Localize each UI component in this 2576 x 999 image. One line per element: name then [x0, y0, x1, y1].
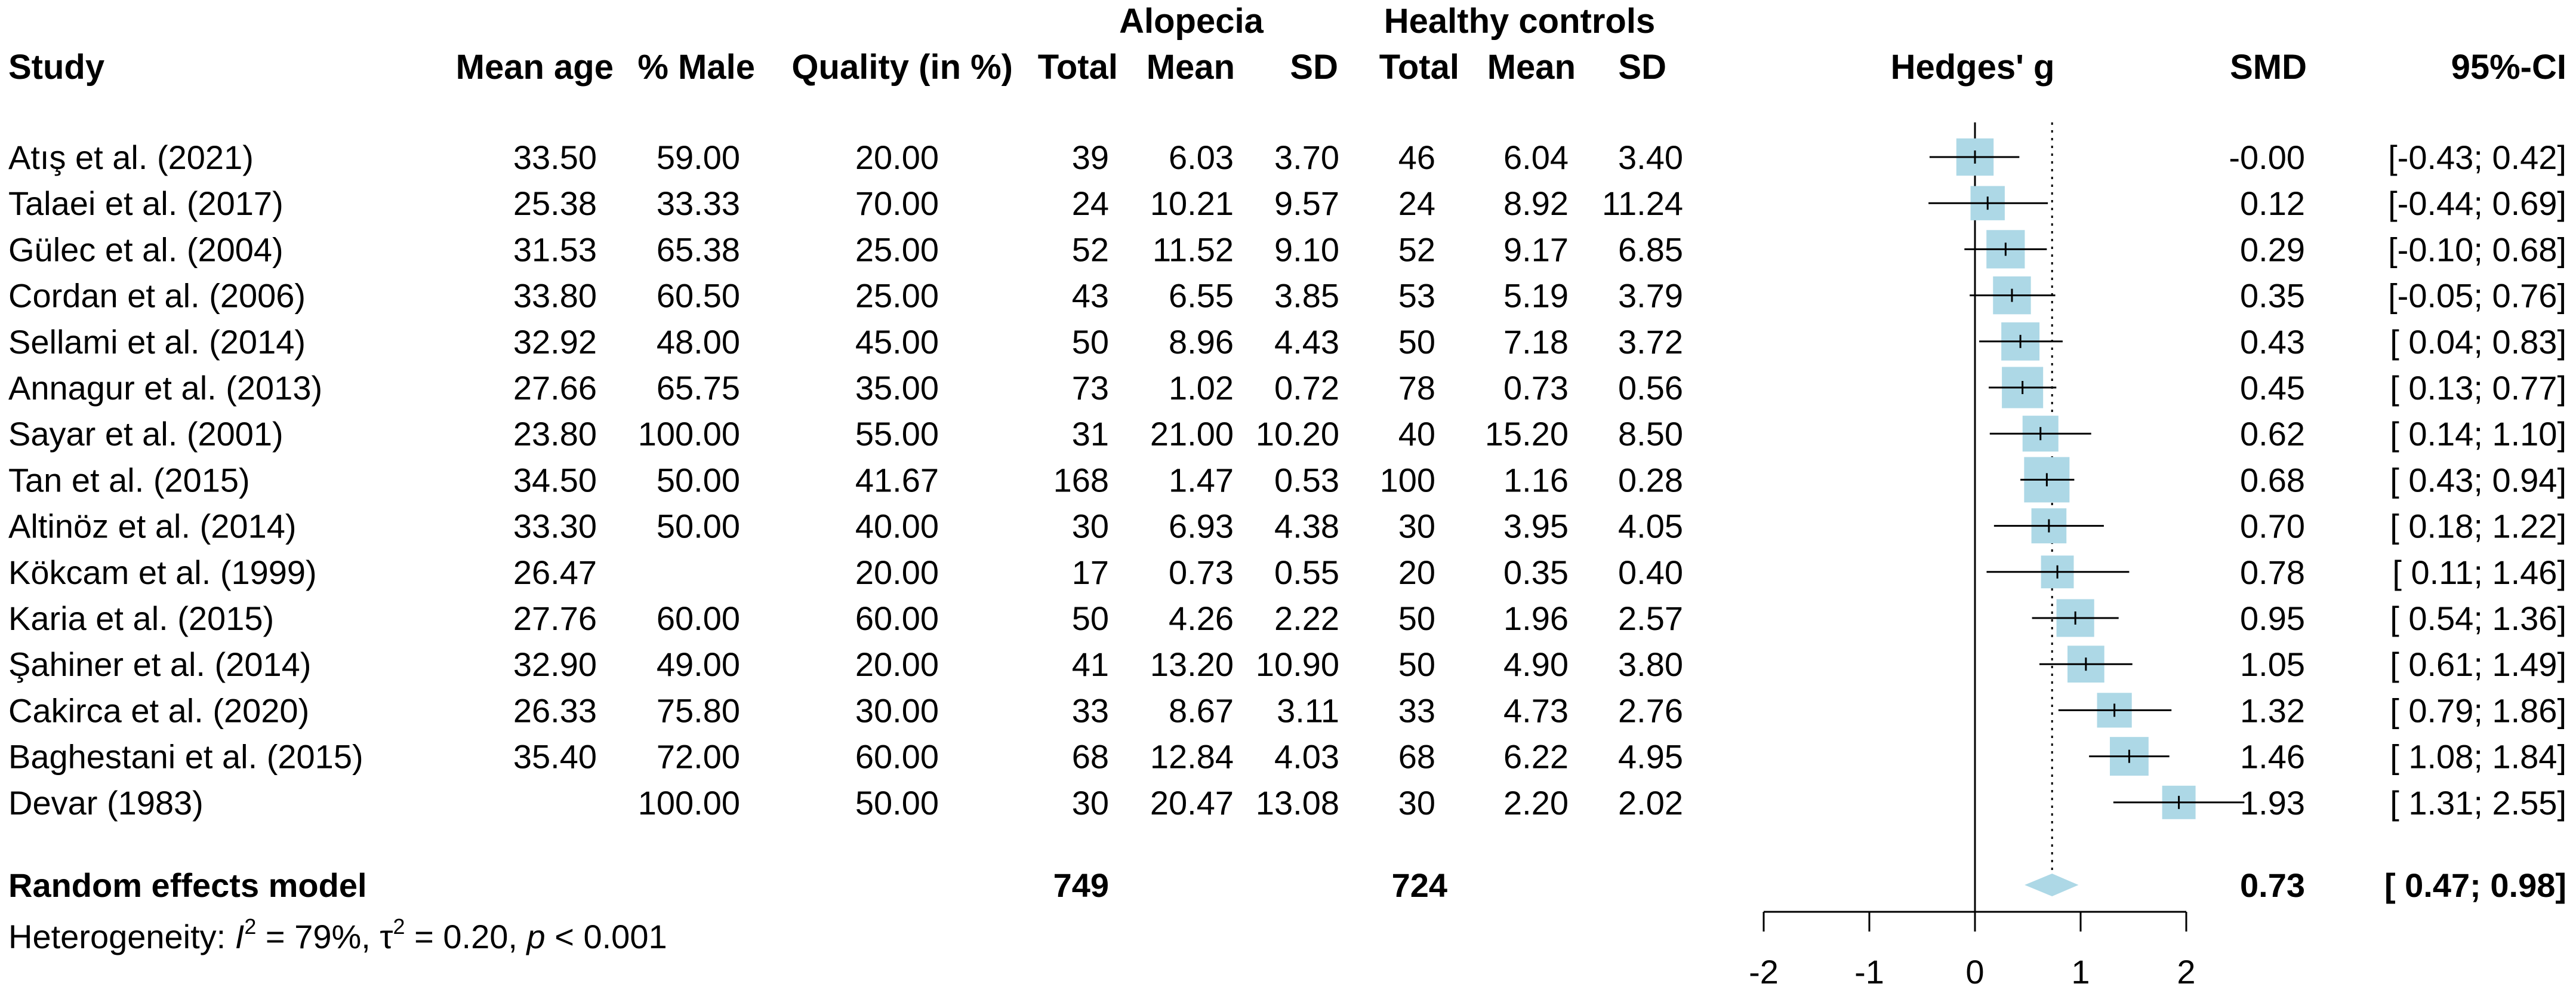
- cell-hc-sd: 3.79: [1618, 276, 1683, 315]
- cell-pct-male: 65.75: [656, 369, 740, 407]
- study-smd: -0.00: [2229, 139, 2305, 176]
- cell-alo-sd: 0.55: [1274, 553, 1339, 591]
- cell-hc-sd: 3.80: [1618, 645, 1683, 684]
- study-name: Devar (1983): [8, 783, 204, 822]
- study-smd: 0.12: [2240, 185, 2305, 223]
- cell-pct-male: 33.33: [656, 185, 740, 223]
- study-row: [8, 645, 2566, 683]
- study-name: Karia et al. (2015): [8, 600, 275, 637]
- cell-mean-age: 25.38: [513, 185, 597, 223]
- cell-pct-male: 72.00: [656, 737, 740, 776]
- study-row: [8, 599, 2566, 637]
- alopecia-header: Alopecia: [1119, 2, 1264, 41]
- study-smd: 0.43: [2240, 322, 2305, 361]
- cell-hc-total: 40: [1398, 415, 1435, 453]
- cell-hc-mean: 0.73: [1503, 369, 1569, 407]
- study-smd: 0.70: [2240, 507, 2305, 545]
- cell-mean-age: 33.50: [513, 139, 597, 176]
- cell-mean-age: 32.92: [513, 322, 597, 361]
- cell-alo-mean: 8.96: [1169, 322, 1234, 361]
- cell-alo-total: 73: [1071, 369, 1109, 407]
- cell-alo-mean: 6.93: [1169, 507, 1234, 545]
- het-i2-superscript: 2: [244, 914, 257, 939]
- study-row: [8, 139, 2566, 176]
- cell-mean-age: 23.80: [513, 415, 597, 453]
- study-row: [8, 185, 2566, 222]
- cell-hc-sd: 11.24: [1602, 185, 1683, 223]
- heterogeneity-text: [8, 914, 667, 955]
- x-axis-tick-label: 0: [1965, 953, 1985, 991]
- cell-hc-mean: 5.19: [1503, 276, 1569, 315]
- cell-hc-total: 78: [1398, 369, 1435, 407]
- cell-hc-sd: 2.57: [1618, 600, 1683, 637]
- study-name: Cordan et al. (2006): [8, 276, 306, 315]
- cell-alo-mean: 20.47: [1150, 783, 1234, 822]
- cell-alo-sd: 10.20: [1255, 415, 1339, 453]
- cell-alo-total: 68: [1071, 737, 1109, 776]
- col-header-smd: SMD: [2230, 48, 2307, 87]
- study-ci: [ 1.31; 2.55]: [2390, 783, 2566, 822]
- col-header-study: Study: [8, 48, 105, 87]
- study-row: [8, 367, 2566, 408]
- cell-quality: 60.00: [855, 600, 939, 637]
- cell-hc-total: 100: [1379, 461, 1435, 499]
- cell-hc-sd: 2.76: [1618, 691, 1683, 730]
- cell-quality: 25.00: [855, 276, 939, 315]
- cell-alo-mean: 11.52: [1153, 230, 1234, 269]
- col-header-pct-male: % Male: [637, 48, 755, 87]
- cell-pct-male: 60.00: [656, 600, 740, 637]
- study-row: [8, 322, 2566, 361]
- cell-hc-mean: 3.95: [1503, 507, 1569, 545]
- cell-hc-sd: 3.72: [1618, 322, 1683, 361]
- study-row: [8, 784, 2566, 822]
- cell-hc-sd: 8.50: [1618, 415, 1683, 453]
- study-ci: [ 0.79; 1.86]: [2390, 691, 2566, 730]
- cell-pct-male: 75.80: [656, 691, 740, 730]
- study-name: Altinöz et al. (2014): [8, 507, 297, 545]
- cell-alo-total: 52: [1071, 230, 1109, 269]
- cell-pct-male: 49.00: [656, 645, 740, 684]
- study-name: Talaei et al. (2017): [8, 185, 284, 223]
- cell-alo-mean: 1.47: [1169, 461, 1234, 499]
- cell-hc-mean: 7.18: [1503, 322, 1569, 361]
- study-row: [8, 737, 2566, 776]
- cell-mean-age: 33.30: [513, 507, 597, 545]
- col-header-mean-age: Mean age: [455, 48, 614, 87]
- cell-quality: 45.00: [855, 322, 939, 361]
- cell-alo-mean: 13.20: [1150, 645, 1234, 684]
- cell-hc-mean: 1.96: [1503, 600, 1569, 637]
- cell-alo-mean: 4.26: [1169, 600, 1234, 637]
- cell-alo-mean: 12.84: [1150, 737, 1234, 776]
- study-row: [8, 415, 2566, 453]
- summary-ci: [ 0.47; 0.98]: [2384, 866, 2566, 904]
- het-tau-value: = 0.20,: [405, 918, 527, 955]
- cell-mean-age: 27.66: [513, 369, 597, 407]
- cell-alo-mean: 21.00: [1150, 415, 1234, 453]
- cell-alo-total: 17: [1071, 553, 1109, 591]
- x-axis-tick-label: -2: [1749, 953, 1779, 991]
- study-smd: 1.05: [2240, 645, 2305, 684]
- cell-alo-total: 39: [1071, 139, 1109, 176]
- cell-alo-sd: 2.22: [1274, 600, 1339, 637]
- cell-quality: 30.00: [855, 691, 939, 730]
- cell-hc-total: 20: [1398, 553, 1435, 591]
- cell-hc-mean: 4.73: [1503, 691, 1569, 730]
- cell-hc-total: 30: [1398, 783, 1435, 822]
- cell-quality: 41.67: [855, 461, 939, 499]
- healthy-controls-header: Healthy controls: [1383, 2, 1656, 41]
- study-ci: [ 0.54; 1.36]: [2390, 600, 2566, 637]
- cell-alo-mean: 1.02: [1169, 369, 1234, 407]
- summary-diamond: [2025, 874, 2078, 896]
- col-header-hedges-g: Hedges' g: [1890, 48, 2055, 87]
- cell-hc-sd: 2.02: [1618, 783, 1683, 822]
- cell-mean-age: 27.76: [513, 600, 597, 637]
- study-smd: 0.35: [2240, 276, 2305, 315]
- cell-hc-sd: 4.05: [1618, 507, 1683, 545]
- col-header-alopecia-mean: Mean: [1146, 48, 1235, 87]
- cell-alo-sd: 3.11: [1277, 691, 1339, 730]
- cell-hc-sd: 0.28: [1618, 461, 1683, 499]
- cell-hc-total: 30: [1398, 507, 1435, 545]
- study-smd: 0.29: [2240, 230, 2305, 269]
- cell-alo-sd: 10.90: [1255, 645, 1339, 684]
- cell-hc-total: 53: [1398, 276, 1435, 315]
- cell-mean-age: 26.47: [513, 553, 597, 591]
- cell-hc-total: 24: [1398, 185, 1435, 223]
- cell-pct-male: 65.38: [656, 230, 740, 269]
- col-header-ci: 95%-CI: [2451, 48, 2566, 87]
- cell-alo-sd: 0.53: [1274, 461, 1339, 499]
- study-ci: [-0.43; 0.42]: [2388, 139, 2566, 176]
- cell-quality: 35.00: [855, 369, 939, 407]
- cell-hc-mean: 15.20: [1484, 415, 1569, 453]
- study-name: Sellami et al. (2014): [8, 322, 306, 361]
- cell-alo-mean: 6.03: [1169, 139, 1234, 176]
- cell-hc-mean: 0.35: [1503, 553, 1569, 591]
- cell-pct-male: 50.00: [656, 461, 740, 499]
- cell-mean-age: 35.40: [513, 737, 597, 776]
- cell-alo-sd: 13.08: [1255, 783, 1339, 822]
- het-p-value: < 0.001: [545, 918, 667, 955]
- study-row: [8, 457, 2566, 502]
- het-tau-superscript: 2: [393, 914, 405, 939]
- col-header-healthy-total: Total: [1379, 48, 1459, 87]
- cell-pct-male: 59.00: [656, 139, 740, 176]
- study-name: Kökcam et al. (1999): [8, 553, 317, 591]
- cell-mean-age: 32.90: [513, 645, 597, 684]
- cell-mean-age: 31.53: [513, 230, 597, 269]
- cell-alo-total: 30: [1071, 783, 1109, 822]
- study-ci: [-0.05; 0.76]: [2388, 276, 2566, 315]
- cell-quality: 20.00: [855, 645, 939, 684]
- col-header-healthy-sd: SD: [1618, 48, 1666, 87]
- study-row: [8, 691, 2566, 729]
- study-ci: [ 0.13; 0.77]: [2390, 369, 2566, 407]
- cell-hc-sd: 4.95: [1618, 737, 1683, 776]
- study-smd: 0.45: [2240, 369, 2305, 407]
- cell-hc-sd: 0.56: [1618, 369, 1683, 407]
- cell-hc-total: 46: [1398, 139, 1435, 176]
- cell-quality: 20.00: [855, 553, 939, 591]
- cell-alo-total: 50: [1071, 600, 1109, 637]
- cell-hc-sd: 3.40: [1618, 139, 1683, 176]
- cell-hc-total: 50: [1398, 322, 1435, 361]
- study-smd: 0.78: [2240, 553, 2305, 591]
- study-smd: 0.95: [2240, 600, 2305, 637]
- cell-alo-sd: 9.10: [1274, 230, 1339, 269]
- study-rows: [8, 139, 2566, 822]
- cell-alo-sd: 3.85: [1274, 276, 1339, 315]
- study-ci: [ 0.11; 1.46]: [2392, 553, 2566, 591]
- cell-alo-sd: 3.70: [1274, 139, 1339, 176]
- cell-hc-total: 50: [1398, 645, 1435, 684]
- cell-mean-age: 33.80: [513, 276, 597, 315]
- cell-hc-total: 50: [1398, 600, 1435, 637]
- cell-hc-sd: 0.40: [1618, 553, 1683, 591]
- study-ci: [ 0.61; 1.49]: [2390, 645, 2566, 684]
- cell-alo-total: 30: [1071, 507, 1109, 545]
- cell-alo-sd: 4.43: [1274, 322, 1339, 361]
- cell-quality: 55.00: [855, 415, 939, 453]
- cell-quality: 50.00: [855, 783, 939, 822]
- cell-hc-mean: 2.20: [1503, 783, 1569, 822]
- cell-pct-male: 100.00: [637, 415, 740, 453]
- cell-alo-total: 33: [1071, 691, 1109, 730]
- study-name: Atış et al. (2021): [8, 139, 254, 176]
- cell-quality: 60.00: [855, 737, 939, 776]
- cell-hc-mean: 8.92: [1503, 185, 1569, 223]
- het-i2-value: = 79%,: [256, 918, 380, 955]
- cell-alo-mean: 0.73: [1169, 553, 1234, 591]
- study-name: Sayar et al. (2001): [8, 415, 284, 453]
- cell-alo-mean: 6.55: [1169, 276, 1234, 315]
- study-name: Tan et al. (2015): [8, 461, 250, 499]
- cell-pct-male: 60.50: [656, 276, 740, 315]
- cell-pct-male: 100.00: [637, 783, 740, 822]
- cell-hc-mean: 4.90: [1503, 645, 1569, 684]
- cell-hc-mean: 6.04: [1503, 139, 1569, 176]
- study-row: [8, 508, 2566, 545]
- study-name: Gülec et al. (2004): [8, 230, 284, 269]
- study-ci: [-0.44; 0.69]: [2388, 185, 2566, 223]
- summary-label: Random effects model: [8, 866, 367, 904]
- cell-alo-sd: 4.38: [1274, 507, 1339, 545]
- cell-alo-total: 41: [1071, 645, 1109, 684]
- het-i2-symbol: I: [235, 918, 245, 955]
- study-smd: 1.32: [2240, 691, 2305, 730]
- study-name: Cakirca et al. (2020): [8, 691, 310, 730]
- cell-hc-mean: 1.16: [1503, 461, 1569, 499]
- col-header-alopecia-total: Total: [1037, 48, 1118, 87]
- study-ci: [ 0.04; 0.83]: [2390, 322, 2566, 361]
- het-prefix: Heterogeneity:: [8, 918, 235, 955]
- x-axis-tick-label: 2: [2177, 953, 2196, 991]
- cell-quality: 40.00: [855, 507, 939, 545]
- cell-mean-age: 34.50: [513, 461, 597, 499]
- cell-quality: 25.00: [855, 230, 939, 269]
- cell-alo-sd: 0.72: [1274, 369, 1339, 407]
- study-ci: [-0.10; 0.68]: [2388, 230, 2566, 269]
- study-smd: 1.93: [2240, 783, 2305, 822]
- cell-hc-total: 33: [1398, 691, 1435, 730]
- cell-alo-sd: 4.03: [1274, 737, 1339, 776]
- cell-mean-age: 26.33: [513, 691, 597, 730]
- cell-hc-mean: 9.17: [1503, 230, 1569, 269]
- col-header-healthy-mean: Mean: [1487, 48, 1576, 87]
- study-ci: [ 0.43; 0.94]: [2390, 461, 2566, 499]
- het-tau-symbol: τ: [380, 918, 393, 955]
- column-headers: [8, 48, 2566, 87]
- cell-alo-total: 50: [1071, 322, 1109, 361]
- cell-alo-sd: 9.57: [1274, 185, 1339, 223]
- cell-alo-total: 168: [1053, 461, 1109, 499]
- cell-quality: 70.00: [855, 185, 939, 223]
- cell-hc-total: 52: [1398, 230, 1435, 269]
- cell-hc-sd: 6.85: [1618, 230, 1683, 269]
- study-ci: [ 0.14; 1.10]: [2390, 415, 2566, 453]
- summary-row: [8, 866, 2566, 904]
- cell-hc-mean: 6.22: [1503, 737, 1569, 776]
- col-header-alopecia-sd: SD: [1290, 48, 1338, 87]
- study-row: [8, 276, 2566, 315]
- col-header-quality: Quality (in %): [791, 48, 1013, 87]
- cell-quality: 20.00: [855, 139, 939, 176]
- study-ci: [ 0.18; 1.22]: [2390, 507, 2566, 545]
- x-axis-tick-label: -1: [1854, 953, 1884, 991]
- cell-pct-male: 50.00: [656, 507, 740, 545]
- cell-hc-total: 68: [1398, 737, 1435, 776]
- cell-alo-total: 31: [1071, 415, 1109, 453]
- summary-alopecia-total: 749: [1053, 866, 1109, 904]
- study-name: Annagur et al. (2013): [8, 369, 323, 407]
- study-row: [8, 230, 2566, 268]
- study-smd: 0.62: [2240, 415, 2305, 453]
- het-p-symbol: p: [526, 918, 546, 955]
- cell-alo-total: 24: [1071, 185, 1109, 223]
- study-row: [8, 554, 2566, 591]
- x-axis-tick-label: 1: [2071, 953, 2090, 991]
- cell-alo-total: 43: [1071, 276, 1109, 315]
- cell-alo-mean: 10.21: [1150, 185, 1234, 223]
- study-name: Şahiner et al. (2014): [8, 645, 312, 684]
- summary-smd: 0.73: [2240, 866, 2305, 904]
- study-smd: 0.68: [2240, 461, 2305, 499]
- study-smd: 1.46: [2240, 737, 2305, 776]
- cell-alo-mean: 8.67: [1169, 691, 1234, 730]
- summary-healthy-total: 724: [1391, 866, 1447, 904]
- cell-pct-male: 48.00: [656, 322, 740, 361]
- study-ci: [ 1.08; 1.84]: [2390, 737, 2566, 776]
- study-name: Baghestani et al. (2015): [8, 737, 363, 776]
- plot-frame: [1749, 122, 2195, 991]
